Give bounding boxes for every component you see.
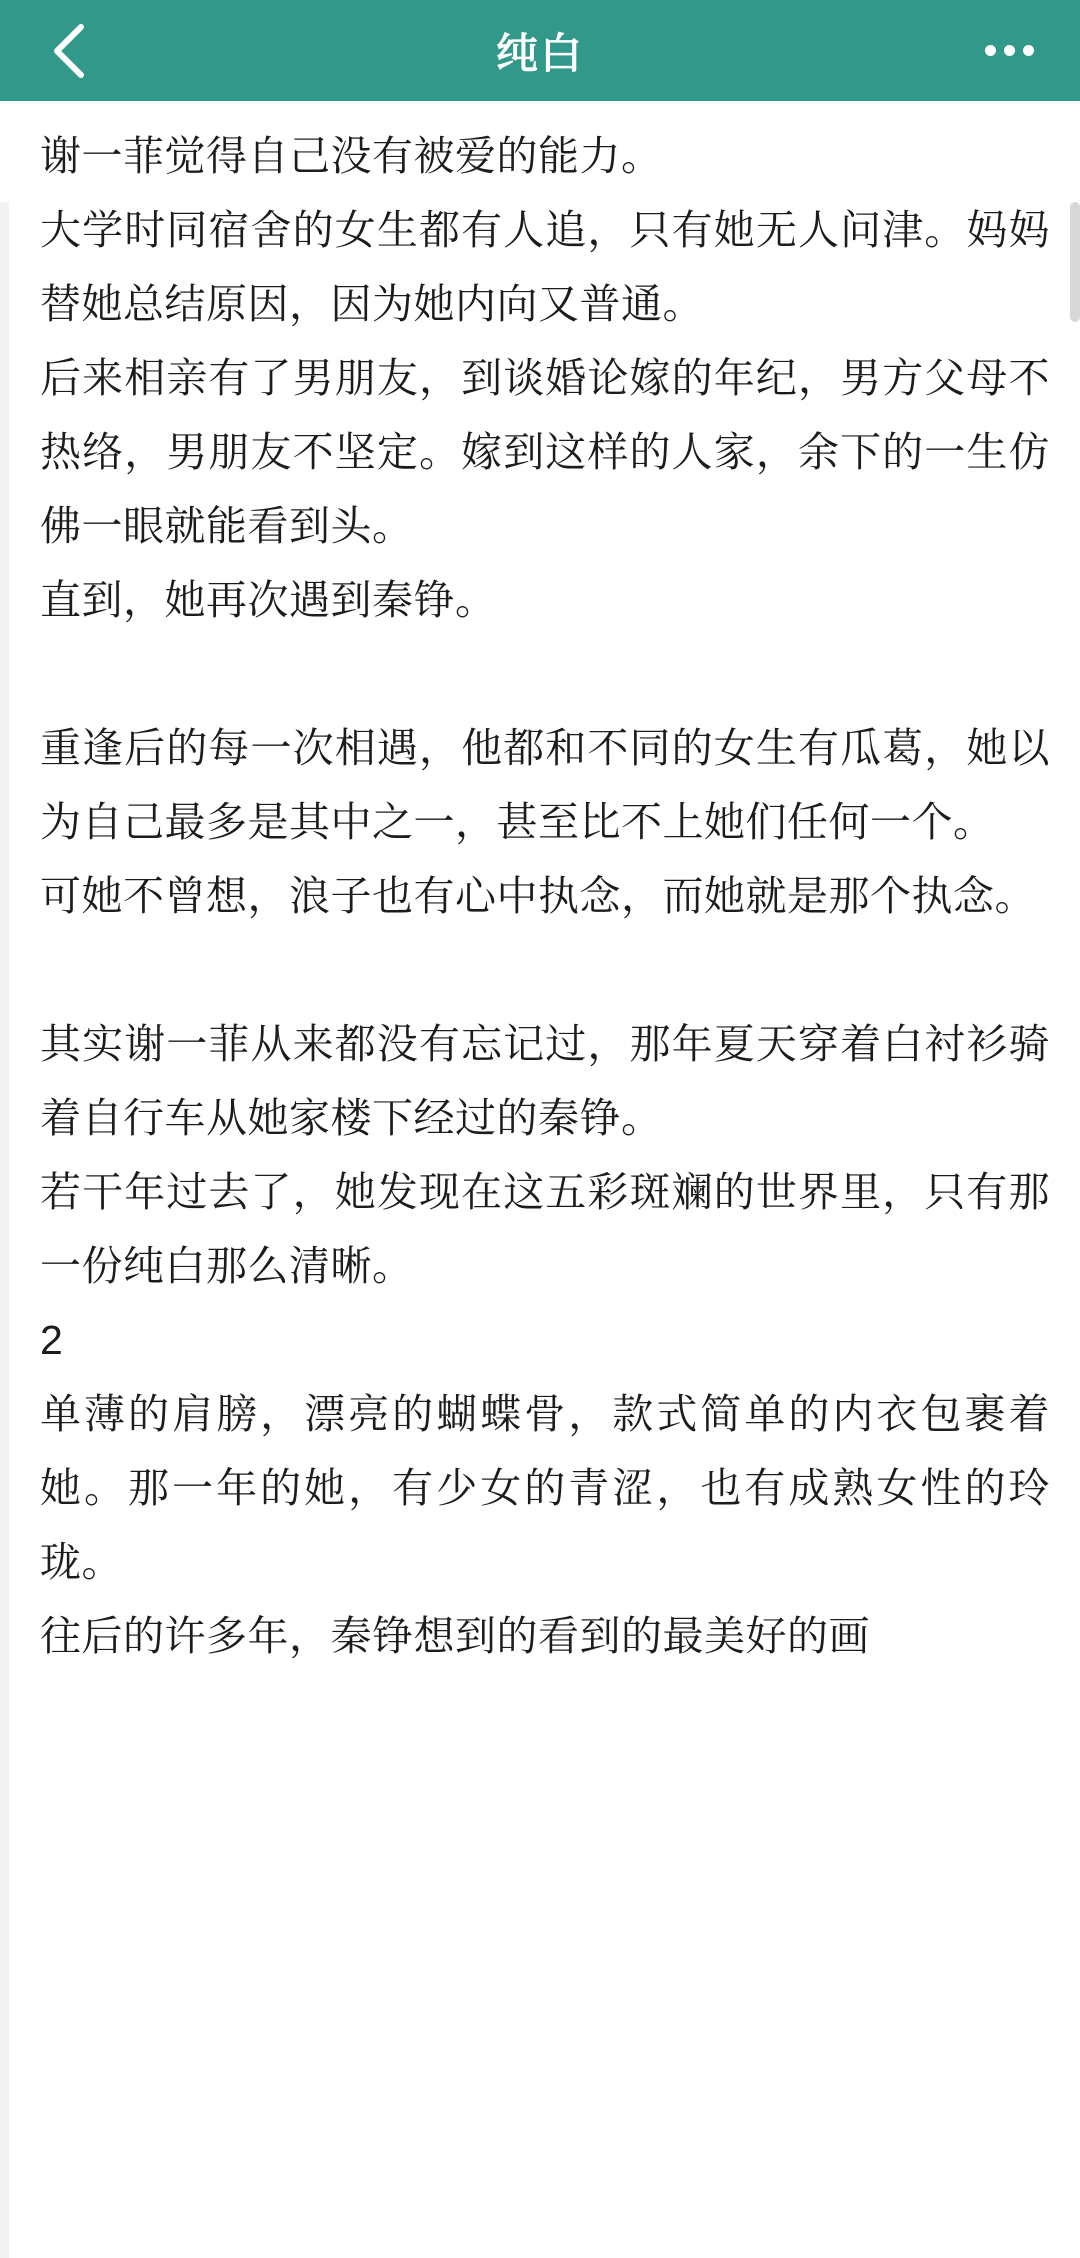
paragraph: 若干年过去了，她发现在这五彩斑斓的世界里，只有那一份纯白那么清晰。	[40, 1169, 1050, 1289]
more-horizontal-icon-dot-3	[1023, 45, 1034, 56]
vertical-scrollbar[interactable]	[1070, 202, 1080, 2258]
page-left-edge	[0, 202, 9, 2258]
paragraph-spacer	[40, 933, 1050, 1007]
paragraph: 大学时同宿舍的女生都有人追，只有她无人问津。妈妈替她总结原因，因为她内向又普通。	[40, 207, 1050, 327]
top-navigation-bar	[0, 0, 1080, 101]
reader-content-area[interactable]	[0, 101, 1080, 2258]
paragraph: 可她不曾想，浪子也有心中执念，而她就是那个执念。	[40, 873, 1036, 919]
paragraph: 重逢后的每一次相遇，他都和不同的女生有瓜葛，她以为自己最多是其中之一，甚至比不上她们任何一个。	[40, 725, 1050, 845]
more-horizontal-icon-dot-2	[1004, 45, 1015, 56]
article-body	[0, 101, 1080, 1673]
paragraph: 直到，她再次遇到秦铮。	[40, 577, 497, 623]
back-button[interactable]	[36, 16, 106, 86]
paragraph: 往后的许多年，秦铮想到的看到的最美好的画	[40, 1613, 870, 1659]
section-number: 2	[40, 1317, 64, 1363]
page-title: 纯白	[495, 29, 584, 77]
paragraph: 谢一菲觉得自己没有被爱的能力。	[40, 133, 663, 179]
chevron-left-icon	[49, 21, 93, 81]
paragraph: 后来相亲有了男朋友，到谈婚论嫁的年纪，男方父母不热络，男朋友不坚定。嫁到这样的人家，余下的一生仿佛一眼就能看到头。	[40, 355, 1050, 549]
scrollbar-thumb[interactable]	[1070, 202, 1080, 322]
paragraph-spacer	[40, 637, 1050, 711]
paragraph: 其实谢一菲从来都没有忘记过，那年夏天穿着白衬衫骑着自行车从她家楼下经过的秦铮。	[40, 1021, 1050, 1141]
paragraph: 单薄的肩膀，漂亮的蝴蝶骨，款式简单的内衣包裹着她。那一年的她，有少女的青涩，也有成熟女性的玲珑。	[40, 1391, 1050, 1585]
more-horizontal-icon-dot-1	[985, 45, 996, 56]
more-options-button[interactable]	[974, 16, 1044, 86]
